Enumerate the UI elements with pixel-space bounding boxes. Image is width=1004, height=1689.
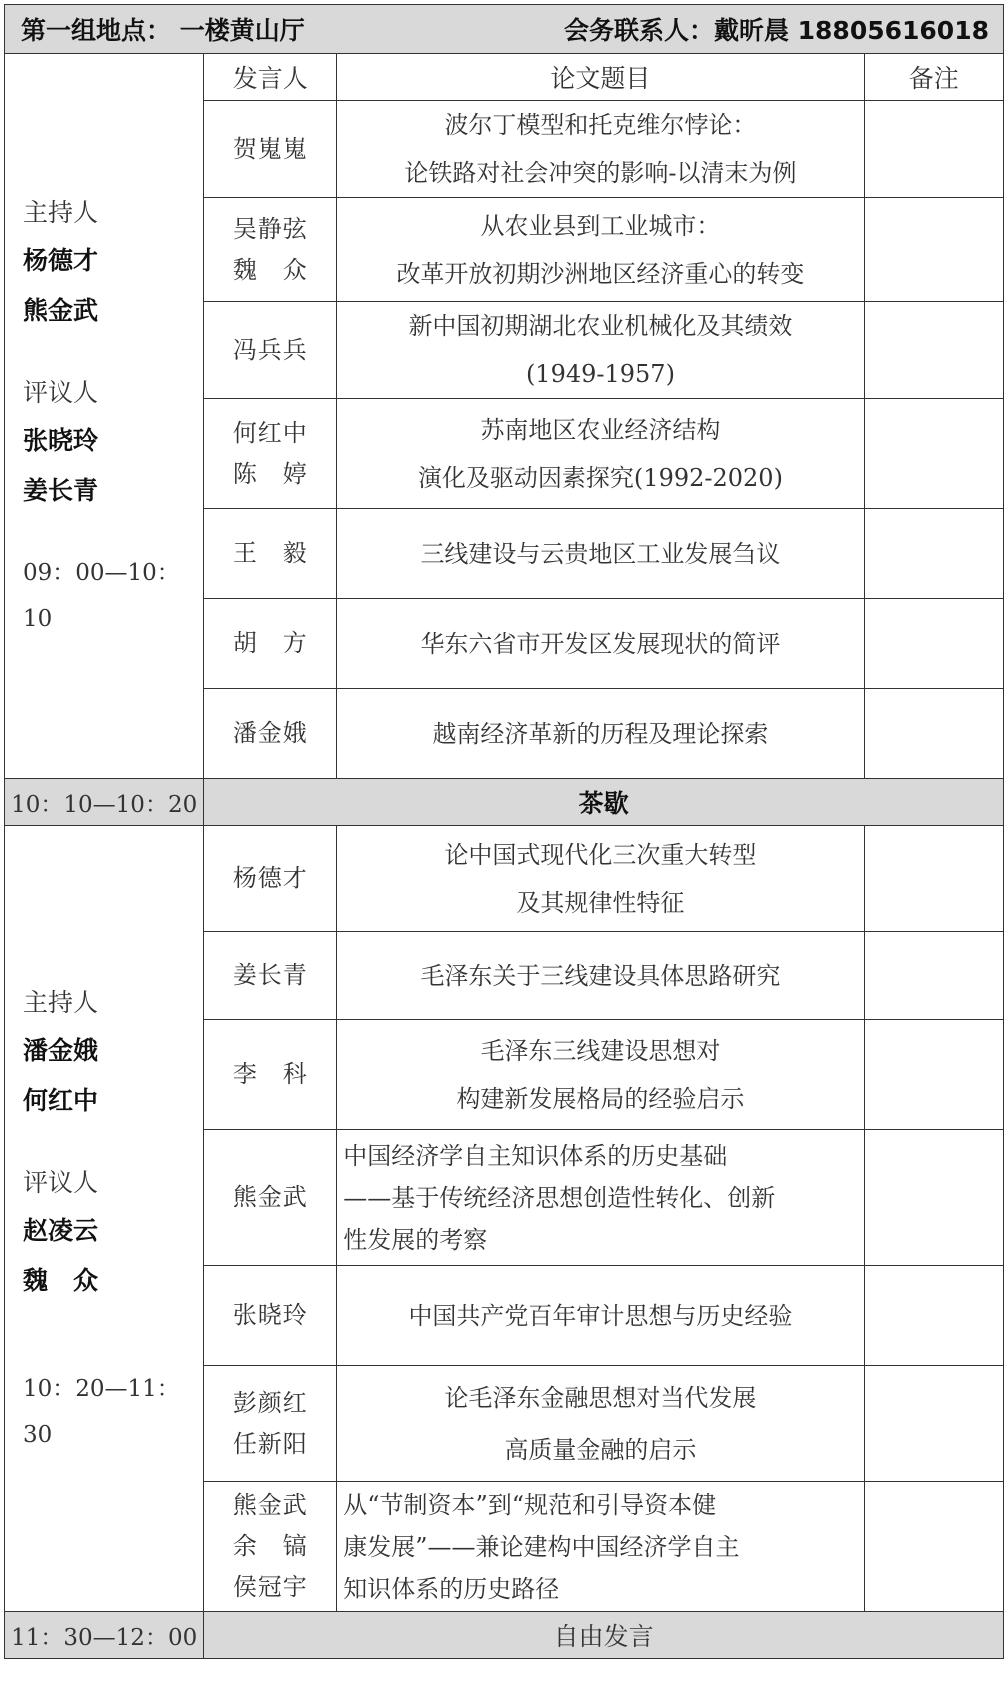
session1-time: 09：00—10：10 (23, 560, 180, 632)
note-cell (864, 302, 1003, 399)
paper-title-cell: 论毛泽东金融思想对当代发展 高质量金融的启示 (337, 1366, 864, 1482)
speaker-cell: 李 科 (204, 1020, 337, 1130)
paper-title-cell: 中国共产党百年审计思想与历史经验 (337, 1266, 864, 1366)
speaker-cell: 彭颜红 任新阳 (204, 1366, 337, 1482)
session2-host-label: 主持人 (23, 987, 99, 1017)
free-speech-row (5, 1612, 1004, 1659)
note-cell (864, 399, 1003, 509)
table-row (5, 826, 1004, 932)
speaker-cell: 杨德才 (204, 826, 337, 932)
session1-reviewer-1: 张晓玲 (23, 426, 99, 455)
note-cell (864, 1366, 1003, 1482)
paper-title-cell: 中国经济学自主知识体系的历史基础 ——基于传统经济思想创造性转化、创新 性发展的考察 (337, 1130, 864, 1266)
speaker-cell: 冯兵兵 (204, 302, 337, 399)
session2-host-2: 何红中 (23, 1085, 99, 1115)
session2-reviewer-label: 评议人 (23, 1167, 99, 1197)
note-cell (864, 101, 1003, 198)
speaker-cell: 熊金武 (204, 1130, 337, 1266)
note-cell (864, 509, 1003, 599)
session2-reviewer-2: 魏 众 (23, 1265, 99, 1295)
speaker-cell: 贺嵬嵬 (204, 101, 337, 198)
note-cell (864, 1020, 1003, 1130)
note-cell (864, 826, 1003, 932)
session1-host-2: 熊金武 (23, 296, 99, 325)
session2-info (5, 826, 204, 1612)
note-cell (864, 198, 1003, 302)
session2-reviewer-1: 赵凌云 (23, 1215, 99, 1245)
note-cell (864, 1482, 1003, 1612)
break-label: 茶歇 (204, 779, 1004, 826)
session2-host-1: 潘金娥 (23, 1035, 99, 1065)
break-time: 10：10—10：20 (5, 779, 204, 826)
note-cell (864, 1266, 1003, 1366)
session1-reviewer-2: 姜长青 (23, 476, 99, 505)
schedule-page (4, 4, 1004, 1684)
note-cell (864, 1130, 1003, 1266)
note-cell (864, 599, 1003, 689)
paper-title-cell: 三线建设与云贵地区工业发展刍议 (337, 509, 864, 599)
speaker-cell: 王 毅 (204, 509, 337, 599)
paper-title-cell: 新中国初期湖北农业机械化及其绩效 (1949-1957) (337, 302, 864, 399)
paper-title-cell: 苏南地区农业经济结构 演化及驱动因素探究(1992-2020) (337, 399, 864, 509)
speaker-cell: 姜长青 (204, 932, 337, 1020)
paper-title-cell: 越南经济革新的历程及理论探索 (337, 689, 864, 779)
paper-title-cell: 论中国式现代化三次重大转型 及其规律性特征 (337, 826, 864, 932)
note-cell (864, 932, 1003, 1020)
speaker-cell: 潘金娥 (204, 689, 337, 779)
free-speech-label: 自由发言 (204, 1612, 1004, 1659)
session1-reviewer-label: 评议人 (23, 378, 99, 407)
paper-title-cell: 华东六省市开发区发展现状的简评 (337, 599, 864, 689)
paper-title-cell: 毛泽东三线建设思想对 构建新发展格局的经验启示 (337, 1020, 864, 1130)
break-row (5, 779, 1004, 826)
speaker-cell: 张晓玲 (204, 1266, 337, 1366)
session1-info (5, 54, 204, 779)
session2-time: 10：20—11：30 (23, 1375, 180, 1448)
note-cell (864, 689, 1003, 779)
paper-title-cell: 从“节制资本”到“规范和引导资本健 康发展”——兼论建构中国经济学自主 知识体系的历史路径 (337, 1482, 864, 1612)
session1-host-label: 主持人 (23, 198, 99, 227)
column-header-note: 备注 (864, 54, 1003, 101)
paper-title-cell: 从农业县到工业城市： 改革开放初期沙洲地区经济重心的转变 (337, 198, 864, 302)
free-speech-time: 11：30—12：00 (5, 1612, 204, 1659)
session1-host-1: 杨德才 (23, 246, 99, 275)
contact-label: 会务联系人：戴昕晨 18805616018 (563, 16, 989, 45)
location-label: 第一组地点： 一楼黄山厅 (21, 16, 305, 45)
paper-title-cell: 波尔丁模型和托克维尔悖论： 论铁路对社会冲突的影响-以清末为例 (337, 101, 864, 198)
paper-title-cell: 毛泽东关于三线建设具体思路研究 (337, 932, 864, 1020)
header-row (5, 5, 1004, 54)
speaker-cell: 胡 方 (204, 599, 337, 689)
schedule-table (4, 4, 1004, 1659)
speaker-cell: 熊金武 余 镐 侯冠宇 (204, 1482, 337, 1612)
speaker-cell: 吴静弦 魏 众 (204, 198, 337, 302)
speaker-cell: 何红中 陈 婷 (204, 399, 337, 509)
column-header-title: 论文题目 (337, 54, 864, 101)
column-header-speaker: 发言人 (204, 54, 337, 101)
